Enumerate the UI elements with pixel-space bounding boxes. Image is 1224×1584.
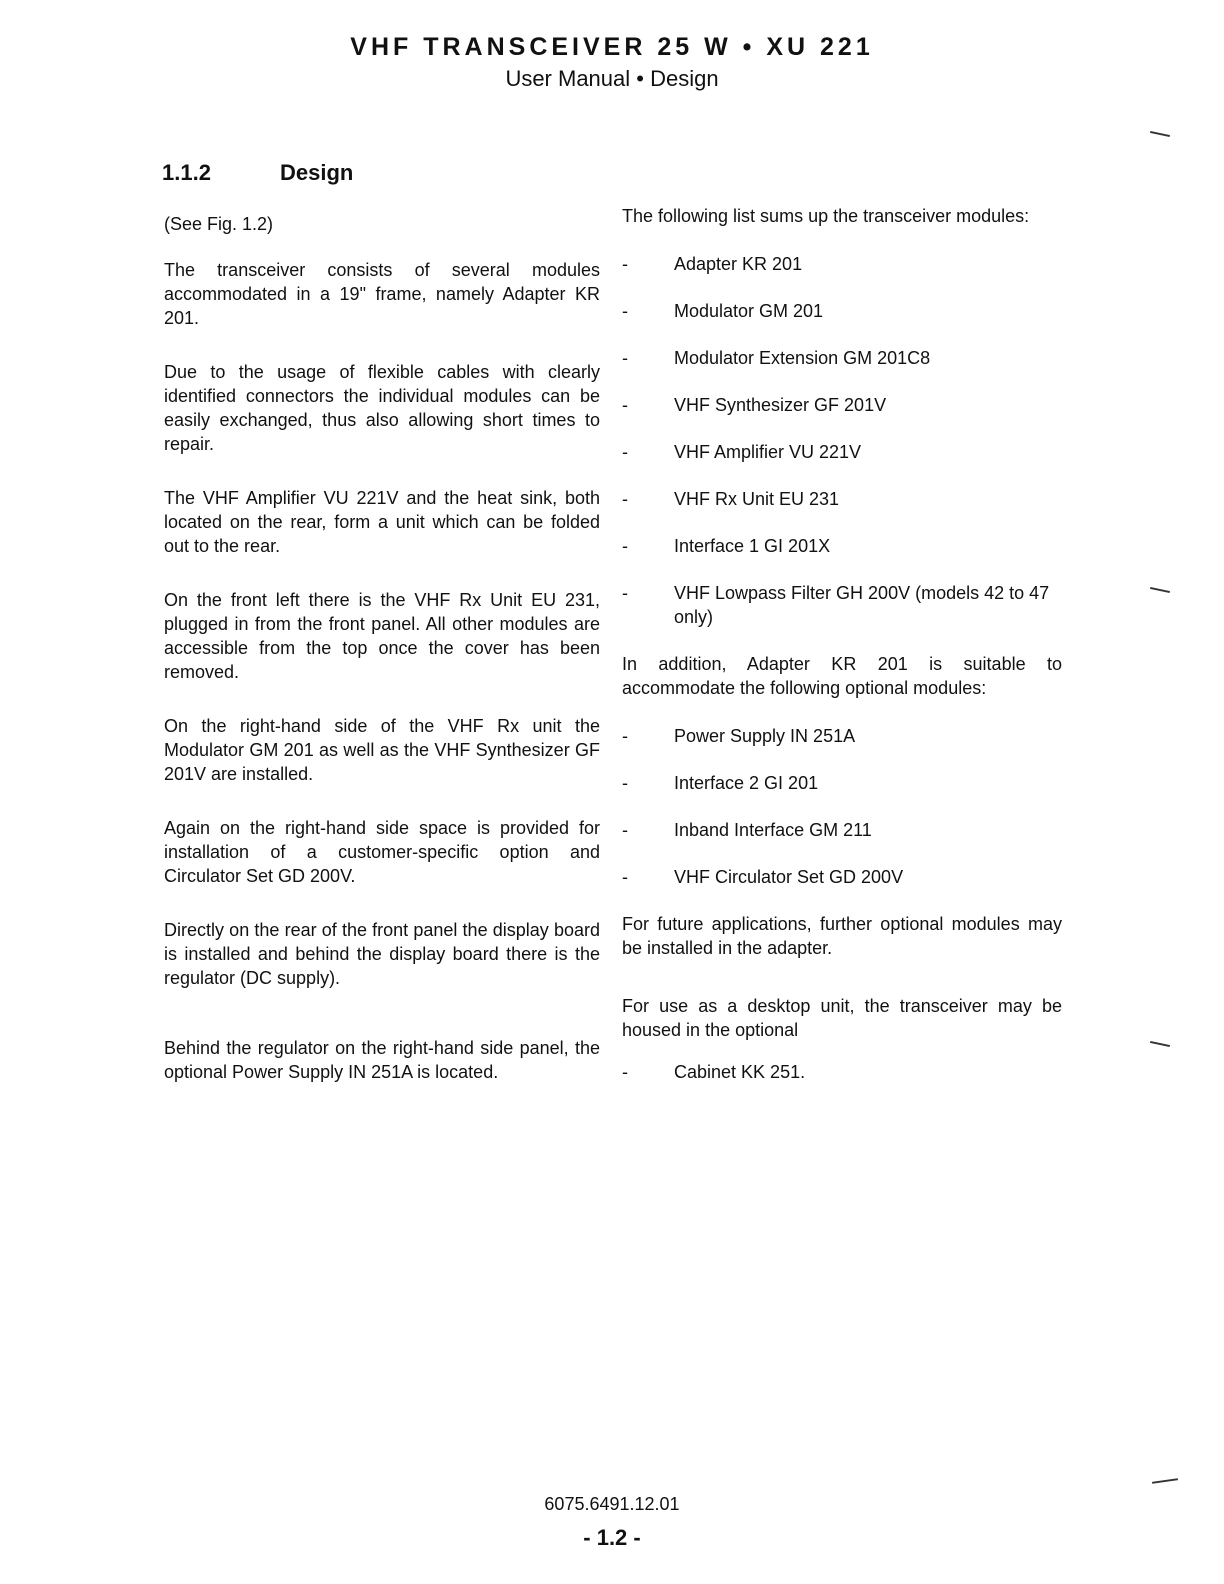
document-subtitle: User Manual • Design — [505, 66, 719, 91]
document-title: VHF TRANSCEIVER 25 W • XU 221 — [350, 33, 874, 61]
figure-reference: (See Fig. 1.2) — [164, 214, 274, 234]
right-column — [622, 204, 1062, 1107]
list-item: - Cabinet KK 251. — [622, 1062, 806, 1082]
paragraph: Behind the regulator on the right-hand side panel, the optional Power Supply IN 251A is located. — [164, 1038, 600, 1082]
list-item: - Interface 2 GI 201 — [622, 773, 819, 793]
paragraph: On the right-hand side of the VHF Rx unit the Modulator GM 201 as well as the VHF Synthesizer GF 201V are installed. — [164, 716, 600, 784]
scan-mark — [1150, 131, 1170, 137]
list-item: - VHF Rx Unit EU 231 — [622, 489, 840, 509]
page-number: - 1.2 - — [583, 1525, 641, 1550]
document-number: 6075.6491.12.01 — [544, 1494, 680, 1514]
list-item: - VHF Circulator Set GD 200V — [622, 867, 904, 887]
scan-mark — [1150, 1041, 1170, 1047]
paragraph: Due to the usage of flexible cables with clearly identified connectors the individual modules can be easily exchanged, thus also allowing short times to repair. — [164, 362, 600, 454]
list-item: - VHF Amplifier VU 221V — [622, 442, 862, 462]
left-column — [164, 212, 600, 1114]
paragraph: Again on the right-hand side space is provided for installation of a customer-specific option and Circulator Set GD 200V. — [164, 818, 600, 886]
page-header — [0, 30, 1224, 94]
list-item: - Interface 1 GI 201X — [622, 536, 831, 556]
paragraph: Directly on the rear of the front panel the display board is installed and behind the display board there is the regulator (DC supply). — [164, 920, 600, 988]
optional-module-list — [622, 724, 1062, 889]
scan-mark — [1152, 1478, 1178, 1484]
future-applications-text: For future applications, further optional modules may be installed in the adapter. — [622, 914, 1062, 958]
list-item: - VHF Synthesizer GF 201V — [622, 395, 887, 415]
desktop-unit-text: For use as a desktop unit, the transceiver may be housed in the optional — [622, 996, 1062, 1040]
list-item: - Adapter KR 201 — [622, 254, 803, 274]
cabinet-list — [622, 1060, 1062, 1084]
module-list — [622, 252, 1062, 629]
section-title: Design — [280, 160, 354, 185]
optional-modules-intro: In addition, Adapter KR 201 is suitable to accommodate the following optional modules: — [622, 654, 1062, 698]
list-item: - VHF Lowpass Filter GH 200V (models 42 to 47 only) — [622, 583, 1050, 627]
module-list-intro: The following list sums up the transceiver modules: — [622, 206, 1030, 226]
list-item: - Inband Interface GM 211 — [622, 820, 872, 840]
scan-mark — [1150, 587, 1170, 593]
list-item: - Power Supply IN 251A — [622, 726, 856, 746]
paragraph: The transceiver consists of several modules accommodated in a 19" frame, namely Adapter KR 201. — [164, 260, 600, 328]
paragraph: On the front left there is the VHF Rx Unit EU 231, plugged in from the front panel. All other modules are accessible from the top once the cover has been removed. — [164, 590, 600, 682]
list-item: - Modulator GM 201 — [622, 301, 824, 321]
section-number: 1.1.2 — [162, 160, 211, 185]
list-item: - Modulator Extension GM 201C8 — [622, 348, 931, 368]
section-heading — [162, 160, 353, 186]
paragraph: The VHF Amplifier VU 221V and the heat sink, both located on the rear, form a unit which can be folded out to the rear. — [164, 488, 600, 556]
